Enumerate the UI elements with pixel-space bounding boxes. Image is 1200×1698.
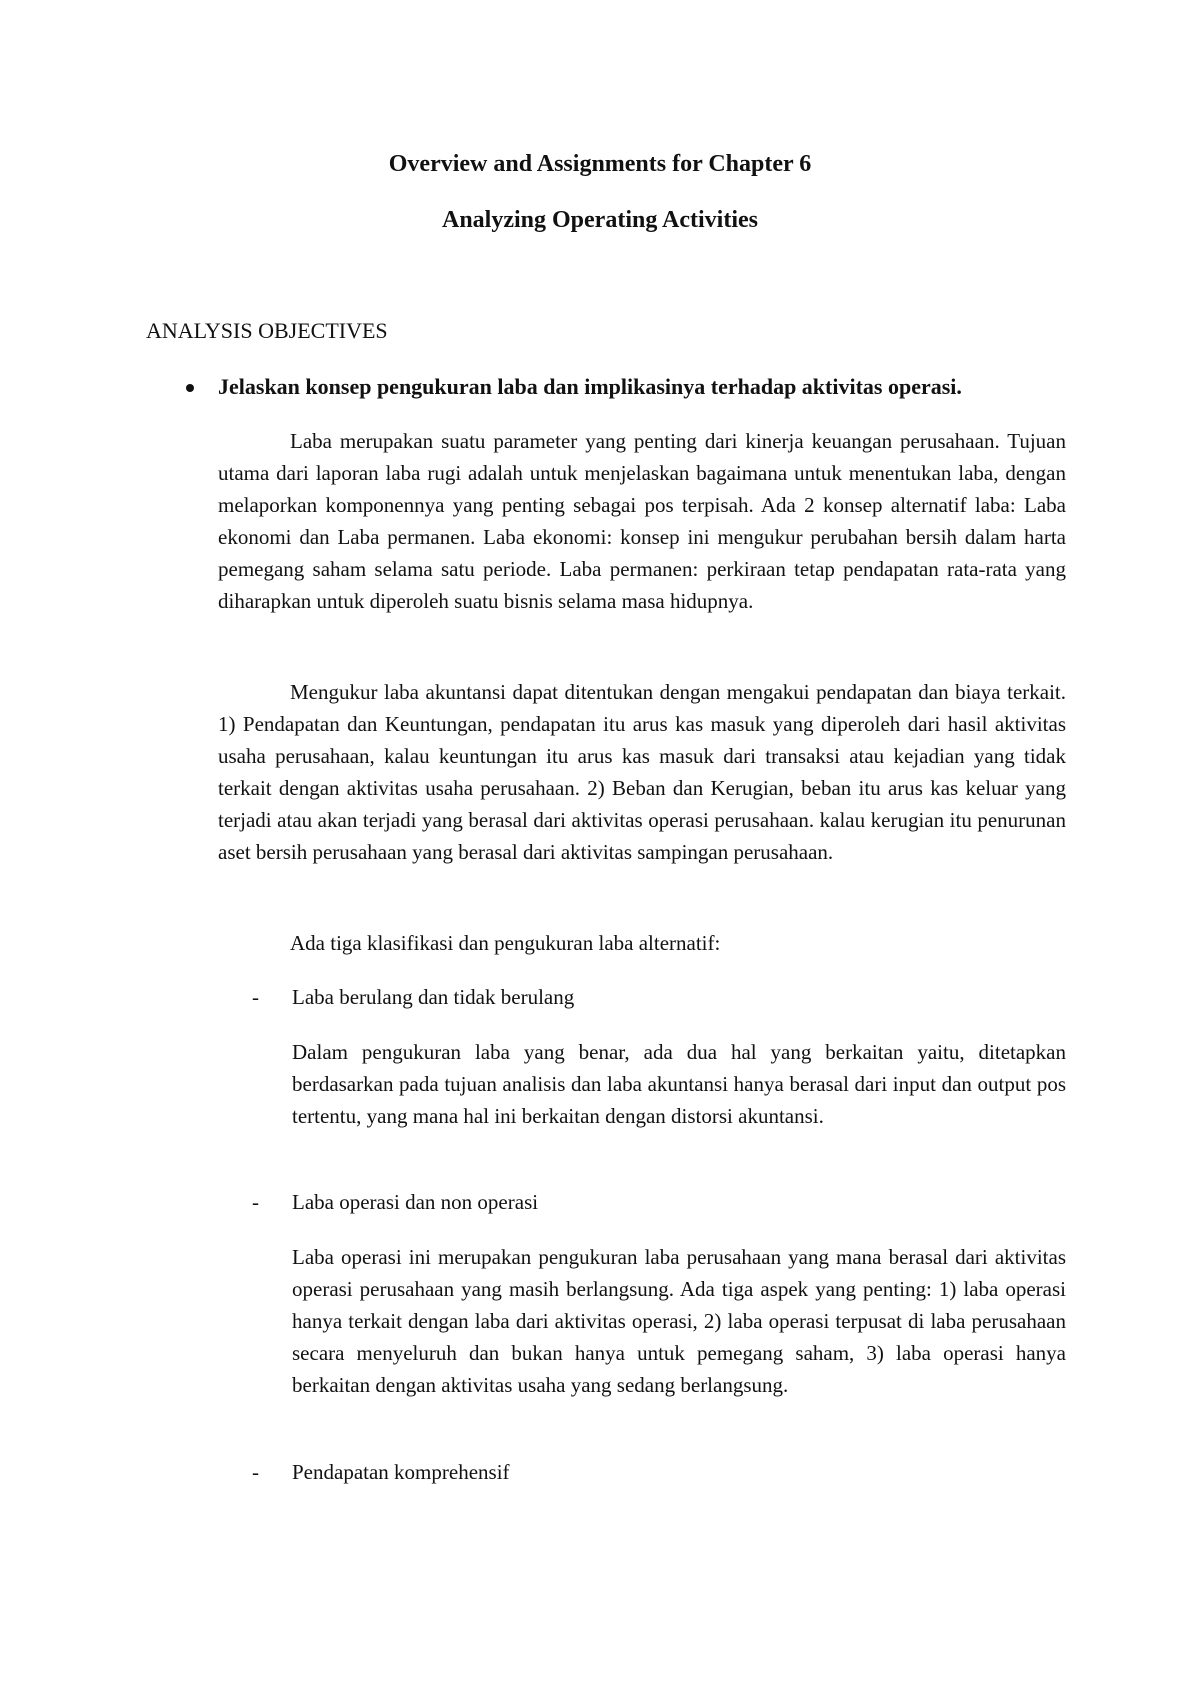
bullet-icon: [186, 384, 194, 392]
document-subtitle: Analyzing Operating Activities: [442, 207, 758, 233]
list-item-label: Laba berulang dan tidak berulang: [292, 985, 575, 1009]
paragraph-1: Laba merupakan suatu parameter yang penting dari kinerja keuangan perusahaan. Tujuan utama dari laporan laba rugi adalah untuk menjelaskan bagaimana untuk menentukan laba, dengan melaporkan komponennya yang penting sebagai pos terpisah. Ada 2 konsep alternatif laba: Laba ekonomi dan Laba permanen. Laba ekonomi: konsep ini mengukur perubahan bersih dalam harta pemegang saham selama satu periode. Laba permanen: perkiraan tetap pendapatan rata-rata yang diharapkan untuk diperoleh suatu bisnis selama masa hidupnya.: [218, 429, 1066, 613]
dash-marker: -: [252, 1190, 259, 1214]
list-item-body-2: Laba operasi ini merupakan pengukuran laba perusahaan yang mana berasal dari aktivitas operasi perusahaan yang masih berlangsung. Ada tiga aspek yang penting: 1) laba operasi hanya terkait dengan laba dari aktivitas operasi, 2) laba operasi terpusat di laba perusahaan secara menyeluruh dan bukan hanya untuk pemegang saham, 3) laba operasi hanya berkaitan dengan aktivitas usaha yang sedang berlangsung.: [292, 1245, 1066, 1397]
list-item-label: Laba operasi dan non operasi: [292, 1190, 539, 1214]
list-item-body-1: Dalam pengukuran laba yang benar, ada dua hal yang berkaitan yaitu, ditetapkan berdasarkan pada tujuan analisis dan laba akuntansi hanya berasal dari input dan output pos tertentu, yang mana hal ini berkaitan dengan distorsi akuntansi.: [292, 1040, 1066, 1128]
dash-marker: -: [252, 1460, 259, 1484]
section-heading: ANALYSIS OBJECTIVES: [146, 318, 388, 343]
document-title: Overview and Assignments for Chapter 6: [388, 151, 812, 177]
objective-text: Jelaskan konsep pengukuran laba dan implikasinya terhadap aktivitas operasi.: [218, 374, 962, 399]
paragraph-2: Mengukur laba akuntansi dapat ditentukan dengan mengakui pendapatan dan biaya terkait. 1) Pendapatan dan Keuntungan, pendapatan itu arus kas masuk yang diperoleh dari hasil aktivitas usaha perusahaan, kalau keuntungan itu arus kas masuk dari transaksi atau kejadian yang tidak terkait dengan aktivitas usaha perusahaan. 2) Beban dan Kerugian, beban itu arus kas keluar yang terjadi atau akan terjadi yang berasal dari aktivitas operasi perusahaan. kalau kerugian itu penurunan aset bersih perusahaan yang berasal dari aktivitas sampingan perusahaan.: [218, 680, 1066, 864]
dash-marker: -: [252, 985, 259, 1009]
paragraph-3: Ada tiga klasifikasi dan pengukuran laba alternatif:: [290, 931, 721, 955]
list-item-label: Pendapatan komprehensif: [292, 1460, 510, 1484]
